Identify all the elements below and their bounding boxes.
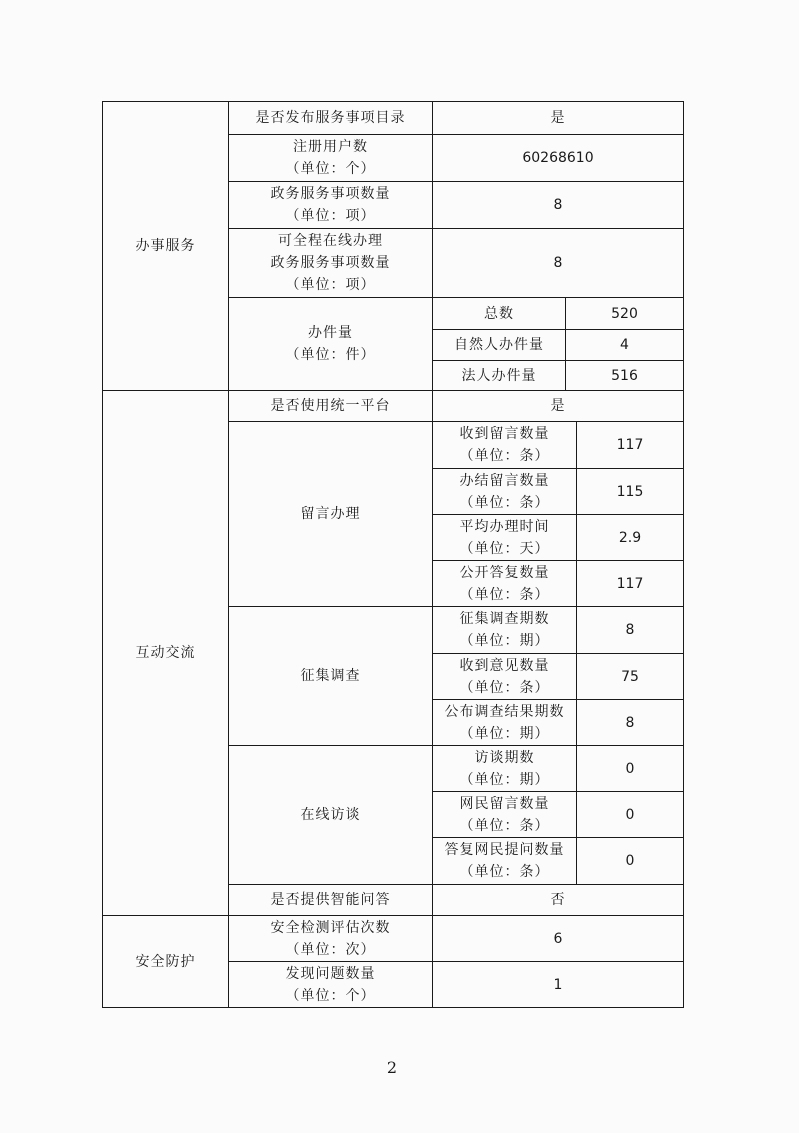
legal-value: 516 bbox=[611, 367, 638, 384]
netizen-value: 0 bbox=[625, 806, 635, 823]
avg-label: 平均办理时间 （单位：天） bbox=[459, 518, 550, 557]
users-label: 注册用户数 （单位：个） bbox=[285, 139, 376, 177]
closed-label: 办结留言数量 （单位：条） bbox=[459, 472, 550, 511]
smart-qa-value: 否 bbox=[550, 892, 566, 908]
message-group-label: 留言办理 bbox=[300, 506, 361, 522]
online-value: 8 bbox=[553, 255, 563, 271]
survey-periods-value: 8 bbox=[625, 622, 635, 638]
online-label: 可全程在线办理 政务服务事项数量 （单位：项） bbox=[270, 233, 391, 293]
netizen-label: 网民留言数量 （单位：条） bbox=[459, 795, 550, 834]
natural-value: 4 bbox=[620, 337, 629, 353]
interview-periods-label: 访谈期数 （单位：期） bbox=[459, 749, 550, 788]
opinions-label: 收到意见数量 （单位：条） bbox=[459, 657, 550, 696]
natural-label: 自然人办件量 bbox=[454, 337, 544, 353]
issues-value: 1 bbox=[553, 976, 563, 993]
users-value: 60268610 bbox=[522, 150, 594, 166]
public-value: 117 bbox=[616, 575, 644, 592]
interview-periods-value: 0 bbox=[625, 760, 635, 777]
page-number: 2 bbox=[386, 1058, 398, 1077]
received-label: 收到留言数量 （单位：条） bbox=[459, 426, 550, 464]
smart-qa-label: 是否提供智能问答 bbox=[270, 892, 391, 908]
items-value: 8 bbox=[553, 197, 563, 213]
items-label: 政务服务事项数量 （单位：项） bbox=[270, 186, 391, 224]
section-service: 办事服务 bbox=[135, 238, 196, 254]
section-security: 安全防护 bbox=[135, 953, 196, 970]
closed-value: 115 bbox=[616, 483, 644, 500]
public-label: 公开答复数量 （单位：条） bbox=[459, 564, 550, 603]
avg-value: 2.9 bbox=[618, 529, 642, 546]
catalog-label: 是否发布服务事项目录 bbox=[255, 110, 406, 126]
answers-value: 0 bbox=[625, 853, 635, 869]
section-interaction: 互动交流 bbox=[135, 645, 196, 661]
received-value: 117 bbox=[616, 437, 644, 453]
survey-group-label: 征集调查 bbox=[300, 668, 361, 684]
answers-label: 答复网民提问数量 （单位：条） bbox=[444, 842, 565, 880]
checks-label: 安全检测评估次数 （单位：次） bbox=[270, 919, 391, 958]
legal-label: 法人办件量 bbox=[461, 367, 537, 384]
issues-label: 发现问题数量 （单位：个） bbox=[285, 965, 376, 1004]
results-label: 公布调查结果期数 （单位：期） bbox=[444, 703, 565, 742]
checks-value: 6 bbox=[553, 930, 563, 947]
results-value: 8 bbox=[625, 714, 635, 731]
interview-group-label: 在线访谈 bbox=[300, 807, 361, 823]
opinions-value: 75 bbox=[621, 668, 639, 685]
total-value: 520 bbox=[611, 305, 638, 322]
survey-periods-label: 征集调查期数 （单位：期） bbox=[459, 611, 550, 649]
platform-label: 是否使用统一平台 bbox=[270, 398, 391, 414]
platform-value: 是 bbox=[550, 398, 566, 414]
catalog-value: 是 bbox=[550, 110, 566, 126]
volume-label: 办件量 （单位：件） bbox=[285, 325, 376, 363]
total-label: 总数 bbox=[484, 305, 514, 322]
